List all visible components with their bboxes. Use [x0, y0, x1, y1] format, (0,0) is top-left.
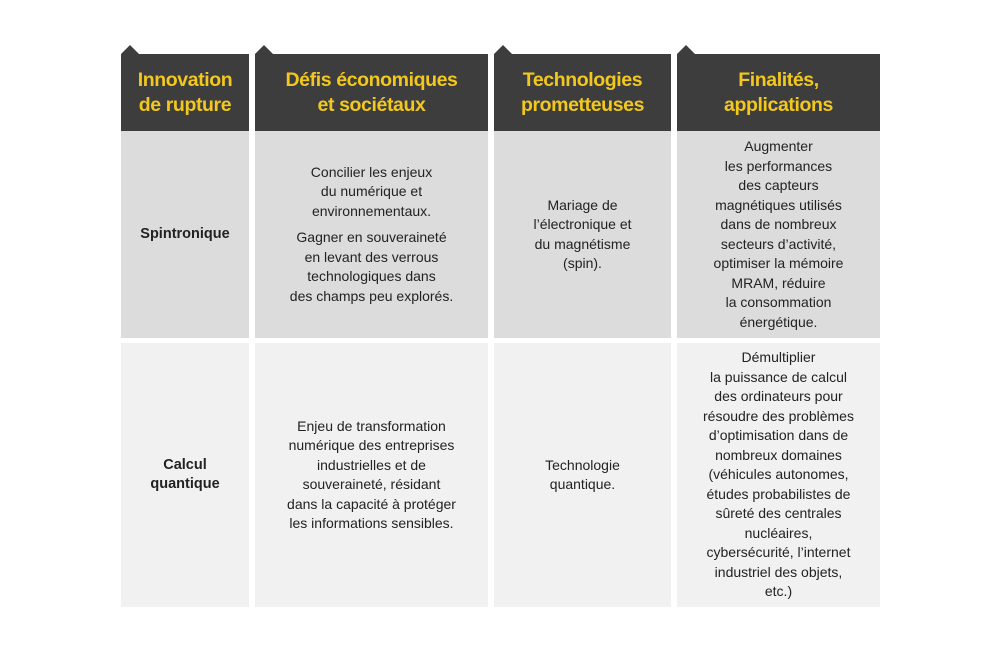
finalites-text: Démultiplier la puissance de calcul des ordinateurs pour résoudre des problèmes d’optimisation dans de nombreux domaines (véhicules autonomes, études probabilistes de sûreté des centrales nucléaires, cybersécurité, l’internet industriel des objets, etc.) — [703, 349, 854, 600]
row-spintronique-technologies-cell — [494, 131, 671, 338]
row-spintronique-label-cell — [121, 131, 249, 338]
row-calcul-quantique-defis-cell — [255, 343, 488, 607]
defis-paragraph: Gagner en souveraineté en levant des verrous technologiques dans des champs peu explorés. — [289, 229, 454, 304]
header-tab-notch — [255, 45, 273, 54]
defis-paragraph: Enjeu de transformation numérique des entreprises industrielles et de souveraineté, résidant dans la capacité à protéger les informations sensibles. — [287, 417, 456, 531]
header-tab-notch — [677, 45, 695, 54]
row-calcul-quantique-label-cell — [121, 343, 249, 607]
header-defis: Défis économiques et sociétaux — [255, 54, 488, 131]
row-spintronique-defis-cell — [255, 131, 488, 338]
row-label: Calcul quantique — [150, 456, 220, 492]
defis-paragraph: Concilier les enjeux du numérique et environnementaux. — [310, 163, 433, 219]
row-spintronique-finalites-cell — [677, 131, 880, 338]
row-calcul-quantique-finalites-cell — [677, 343, 880, 607]
technologies-text: Technologie quantique. — [545, 456, 620, 492]
row-calcul-quantique-technologies-cell — [494, 343, 671, 607]
header-tab-notch — [494, 45, 512, 54]
technologies-text: Mariage de l’électronique et du magnétisme (spin). — [533, 196, 632, 271]
finalites-text: Augmenter les performances des capteurs magnétiques utilisés dans de nombreux secteurs d’activité, optimiser la mémoire MRAM, réduire la consommation énergétique. — [713, 138, 844, 330]
header-technologies: Technologies prometteuses — [494, 54, 671, 131]
header-tab-notch — [121, 45, 139, 54]
header-innovation: Innovation de rupture — [121, 54, 249, 131]
row-label: Spintronique — [140, 225, 230, 242]
header-finalites: Finalités, applications — [677, 54, 880, 131]
